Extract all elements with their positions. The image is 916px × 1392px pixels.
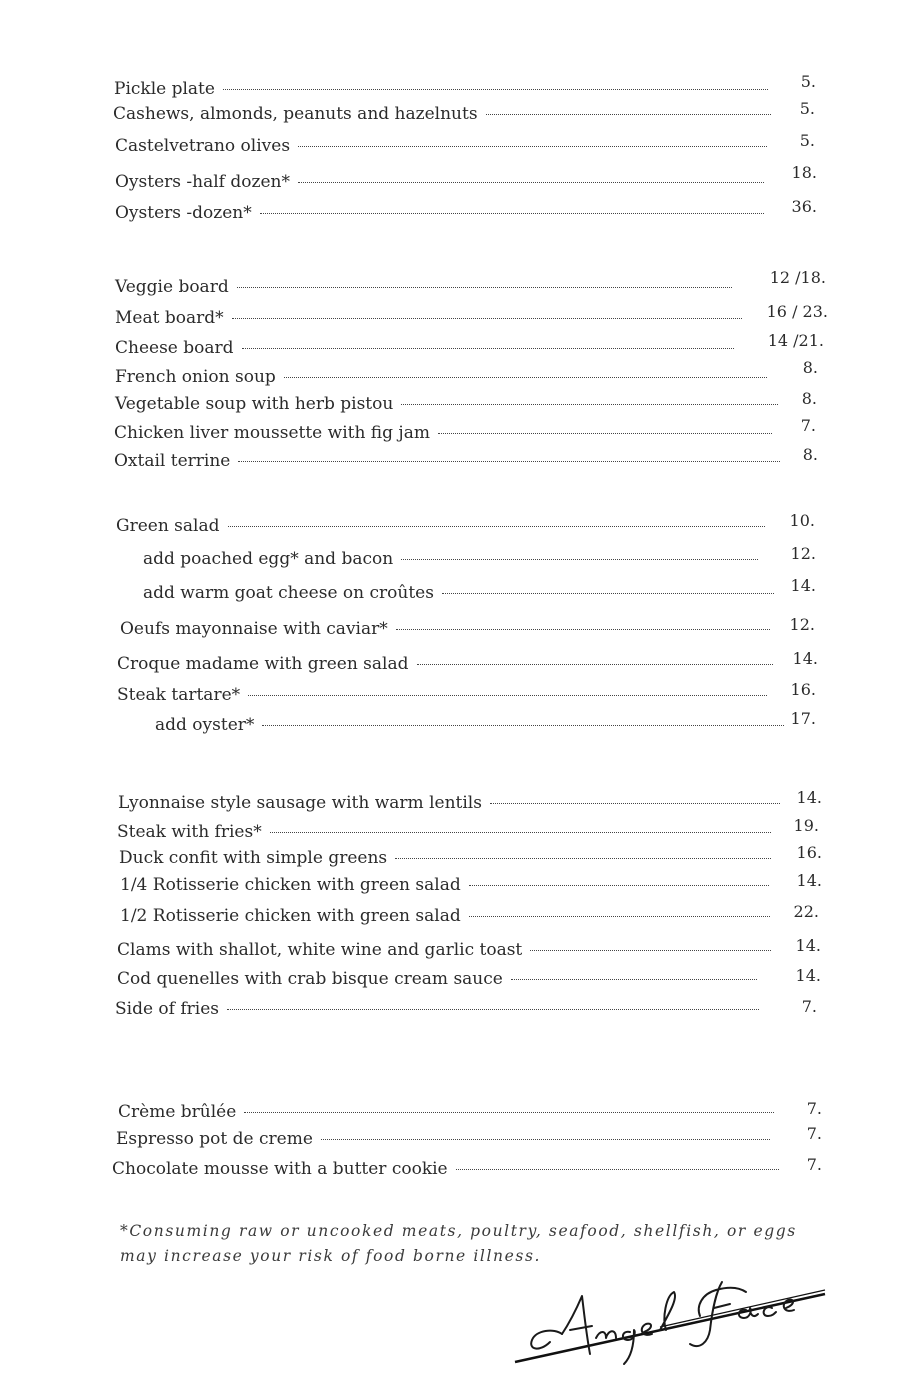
item-name: Duck confit with simple greens [119,848,388,868]
item-price: 14. [796,871,822,890]
menu-item [118,1101,774,1123]
item-name: Crème brûlée [118,1102,237,1122]
item-price: 18. [791,163,817,182]
item-price: 7. [800,416,816,435]
item-price: 5. [800,72,816,91]
item-name: Steak tartare* [117,685,241,705]
item-price: 14. [792,649,818,668]
item-price: 5. [799,99,815,118]
item-name: Green salad [116,516,220,536]
item-price: 12 /18. [769,268,826,287]
dot-leader [248,695,767,696]
dot-leader [417,664,774,665]
item-price: 12. [789,615,815,634]
dot-leader [490,803,780,804]
item-price: 22. [793,902,819,921]
item-name: French onion soup [115,367,276,387]
dot-leader [321,1139,770,1140]
item-price: 14. [795,966,821,985]
menu-item [120,874,769,896]
menu-item [116,1128,770,1150]
menu-item [115,202,764,224]
menu-item [115,276,732,298]
dot-leader [237,287,732,288]
item-price: 14 /21. [767,331,824,350]
item-name: add poached egg* and bacon [143,549,394,569]
item-name: 1/4 Rotisserie chicken with green salad [120,875,461,895]
item-name: Oxtail terrine [114,451,231,471]
item-price: 7. [806,1099,822,1118]
dot-leader [438,433,772,434]
item-name: Croque madame with green salad [117,654,409,674]
dot-leader [442,593,774,594]
menu-item [114,450,780,472]
dot-leader [401,404,778,405]
menu-item [114,422,772,444]
menu-item [112,1158,779,1180]
logo-underline [515,1294,825,1362]
dot-leader [260,213,764,214]
menu-item [115,998,759,1020]
dot-leader [530,950,771,951]
menu-item [115,171,764,193]
item-price: 8. [801,389,817,408]
menu-item [115,393,778,415]
item-price: 17. [790,709,816,728]
menu-item [115,307,742,329]
menu-item [117,968,757,990]
menu-item [117,684,767,706]
item-price: 14. [795,936,821,955]
menu-item [114,78,768,100]
item-name: Vegetable soup with herb pistou [115,394,394,414]
dot-leader [486,114,771,115]
dot-leader [244,1112,774,1113]
dot-leader [238,461,780,462]
item-price: 14. [796,788,822,807]
dot-leader [469,885,769,886]
menu-item [115,337,734,359]
item-price: 14. [790,576,816,595]
item-price: 5. [799,131,815,150]
item-price: 12. [790,544,816,563]
item-name: Meat board* [115,308,224,328]
dot-leader [284,377,767,378]
menu-item [118,792,780,814]
item-price: 16 / 23. [766,302,828,321]
menu-item [115,366,767,388]
item-name: Chicken liver moussette with fig jam [114,423,430,443]
menu-item [117,821,771,843]
item-name: Pickle plate [114,79,215,99]
item-name: Steak with fries* [117,822,262,842]
menu-item [155,714,784,736]
menu-item [117,939,771,961]
dot-leader [456,1169,779,1170]
dot-leader [270,832,771,833]
menu-item [113,103,771,125]
angel-face-logo [510,1272,830,1372]
item-name: Veggie board [115,277,229,297]
item-price: 19. [793,816,819,835]
dot-leader [469,916,770,917]
menu-item [143,582,774,604]
dot-leader [242,348,734,349]
dot-leader [228,526,766,527]
item-name: Cashews, almonds, peanuts and hazelnuts [113,104,478,124]
menu-item [117,653,773,675]
item-price: 7. [801,997,817,1016]
item-price: 16. [796,843,822,862]
dot-leader [227,1009,759,1010]
item-name: Clams with shallot, white wine and garlic toast [117,940,523,960]
menu-item [116,515,765,537]
dot-leader [223,89,768,90]
item-name: Lyonnaise style sausage with warm lentils [118,793,482,813]
item-name: Oysters -half dozen* [115,172,290,192]
item-name: add warm goat cheese on croûtes [143,583,434,603]
menu-item [120,618,770,640]
item-name: Oeufs mayonnaise with caviar* [120,619,388,639]
food-safety-disclaimer: *Consuming raw or uncooked meats, poultry, seafood, shellfish, or eggs may increase your risk of food borne illness. [120,1222,797,1265]
item-name: Castelvetrano olives [115,136,291,156]
dot-leader [298,146,767,147]
item-price: 8. [802,445,818,464]
dot-leader [511,979,757,980]
dot-leader [262,725,784,726]
logo-script-lettering [531,1282,794,1364]
item-name: Cod quenelles with crab bisque cream sauce [117,969,503,989]
item-name: 1/2 Rotisserie chicken with green salad [120,906,461,926]
item-name: Chocolate mousse with a butter cookie [112,1159,448,1179]
item-price: 7. [806,1155,822,1174]
item-name: Side of fries [115,999,220,1019]
menu-item [120,905,770,927]
dot-leader [232,318,742,319]
item-name: Oysters -dozen* [115,203,252,223]
menu-item [115,135,767,157]
item-price: 16. [790,680,816,699]
menu-item [143,548,758,570]
item-name: add oyster* [155,715,255,735]
item-price: 10. [789,511,815,530]
dot-leader [396,629,770,630]
item-price: 8. [802,358,818,377]
dot-leader [401,559,758,560]
item-name: Espresso pot de creme [116,1129,313,1149]
dot-leader [395,858,771,859]
dot-leader [298,182,764,183]
item-price: 36. [791,197,817,216]
item-price: 7. [806,1124,822,1143]
menu-item [119,847,771,869]
item-name: Cheese board [115,338,234,358]
